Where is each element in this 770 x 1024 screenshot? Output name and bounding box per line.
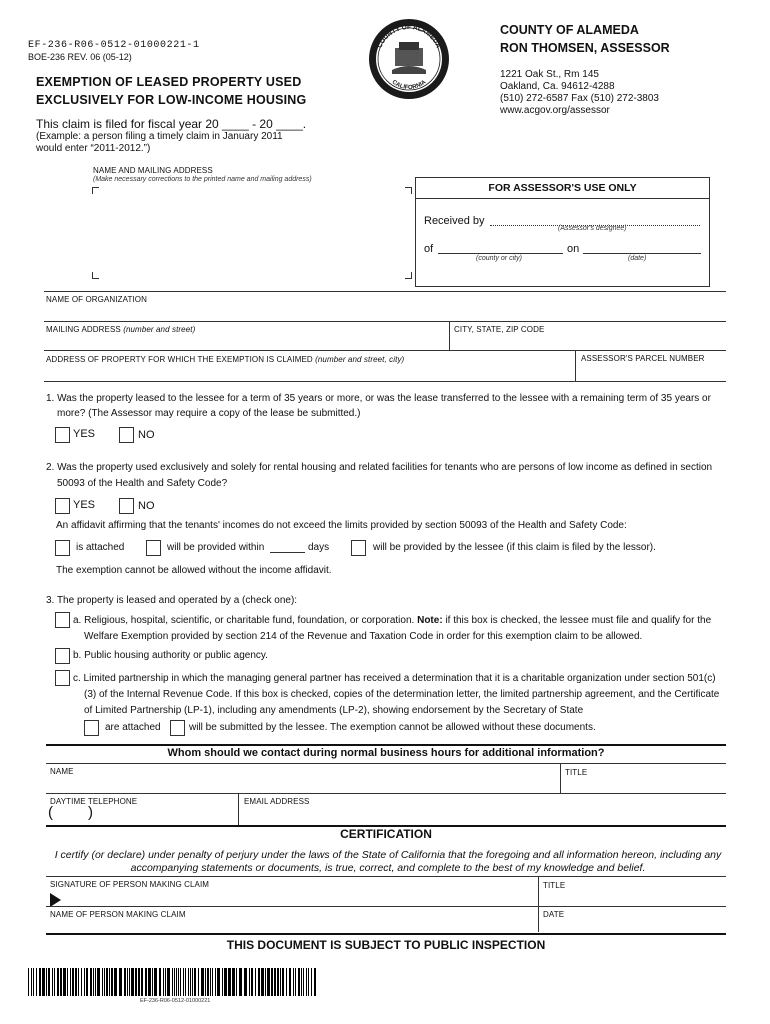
example-line2: would enter “2011-2012.”): [36, 143, 151, 154]
assessor-address2: Oakland, Ca. 94612-4288: [500, 81, 615, 92]
daytime-phone-label: DAYTIME TELEPHONE: [50, 797, 138, 806]
public-inspection-notice: THIS DOCUMENT IS SUBJECT TO PUBLIC INSPECTION: [226, 938, 546, 952]
q3-intro: 3. The property is leased and operated by a (check one):: [46, 595, 298, 606]
sign-here-arrow-icon: [50, 893, 61, 907]
designee-hint: (Assessor's designee): [558, 225, 627, 232]
example-line1: (Example: a person filing a timely claim in January 2011: [36, 131, 283, 142]
affidavit-attached-checkbox[interactable]: [55, 540, 70, 556]
county-city-field[interactable]: [438, 253, 563, 254]
mailing-address-label: MAILING ADDRESS (number and street): [46, 325, 196, 334]
q1-text-line1: 1. Was the property leased to the lessee for a term of 35 years or more, or was the lease transferred to the lessee with a remaining term of 35 years or: [46, 393, 711, 404]
email-label: EMAIL ADDRESS: [244, 797, 310, 806]
contact-name-label: NAME: [50, 767, 74, 776]
q3b-checkbox[interactable]: [55, 648, 70, 664]
q2-yes-checkbox[interactable]: [55, 498, 70, 514]
q2-affidavit-text: An affidavit affirming that the tenants' incomes do not exceed the limits provided by section 50093 of the Health and Safety Code:: [56, 520, 627, 531]
corner-mark-tr: [405, 187, 412, 194]
q3a-checkbox[interactable]: [55, 612, 70, 628]
mailing-sublabel: (Make necessary corrections to the printed name and mailing address): [93, 176, 312, 183]
q2-no-checkbox[interactable]: [119, 498, 134, 514]
parcel-number-input[interactable]: [581, 366, 724, 380]
of-label: of: [424, 243, 434, 255]
q1-yes-label: YES: [73, 428, 96, 440]
q3b-text: b. Public housing authority or public agency.: [73, 650, 268, 661]
q2-text-line1: 2. Was the property used exclusively and solely for rental housing and related facilities for tenants who are persons of low income as defined in section: [46, 462, 713, 473]
daytime-phone-input[interactable]: [100, 808, 230, 822]
svg-text:CALIFORNIA: CALIFORNIA: [390, 79, 428, 92]
assessor-name: RON THOMSEN, ASSESSOR: [500, 41, 670, 55]
sign-date-label: DATE: [543, 910, 565, 919]
affidavit-attached-label: is attached: [76, 542, 125, 553]
corner-mark-br: [405, 272, 412, 279]
q3c-text-line2: (3) of the Internal Revenue Code. If this box is checked, copies of the determination letter, the limited partnership agreement, and the Certificate: [84, 689, 720, 700]
documents-submitted-checkbox[interactable]: [170, 720, 185, 736]
assessor-box-title: FOR ASSESSOR'S USE ONLY: [488, 182, 637, 194]
signer-title-input[interactable]: [543, 891, 723, 905]
mailing-label: NAME AND MAILING ADDRESS: [93, 166, 213, 175]
q1-no-label: NO: [138, 429, 155, 441]
form-code: EF-236-R06-0512-01000221-1: [28, 40, 200, 51]
assessor-address1: 1221 Oak St., Rm 145: [500, 69, 599, 80]
contact-name-input[interactable]: [50, 777, 555, 791]
q3c-text-line1: c. Limited partnership in which the managing general partner has received a determination that it is a charitable organization under section 501(c): [73, 673, 716, 684]
q2-no-label: NO: [138, 500, 155, 512]
contact-heading: Whom should we contact during normal business hours for additional information?: [167, 747, 605, 759]
form-title-line2: EXCLUSIVELY FOR LOW-INCOME HOUSING: [36, 93, 307, 107]
form-revision: BOE-236 REV. 06 (05-12): [28, 52, 132, 62]
q1-no-checkbox[interactable]: [119, 427, 134, 443]
barcode-text: EF-236-R06-0512-01000221: [140, 998, 211, 1004]
received-by-label: Received by: [424, 215, 485, 227]
parcel-number-label: ASSESSOR'S PARCEL NUMBER: [581, 354, 705, 363]
phone-paren-close: ): [88, 804, 93, 821]
mailing-address-area[interactable]: [95, 190, 400, 275]
org-name-input[interactable]: [46, 305, 724, 320]
affidavit-within-checkbox[interactable]: [146, 540, 161, 556]
mailing-address-input[interactable]: [46, 335, 446, 349]
sign-date-input[interactable]: [543, 920, 723, 932]
documents-submitted-label: will be submitted by the lessee. The exemption cannot be allowed without these documents.: [189, 722, 596, 733]
days-label: days: [308, 542, 330, 553]
signer-name-label: NAME OF PERSON MAKING CLAIM: [50, 910, 186, 919]
q1-text-line2: more? (The Assessor may require a copy of the lease be submitted.): [57, 408, 361, 419]
phone-paren-open: (: [48, 804, 53, 821]
assessor-use-box: [415, 177, 710, 287]
signer-name-input[interactable]: [50, 920, 534, 932]
certification-text-line1: I certify (or declare) under penalty of perjury under the laws of the State of California that the foregoing and all information hereon, including any: [54, 849, 722, 861]
affidavit-lessee-label: will be provided by the lessee (if this claim is filed by the lessor).: [373, 542, 656, 553]
q3a-text-line2: Welfare Exemption provided by section 214 of the Revenue and Taxation Code in order for this exemption claim to be allowed.: [84, 631, 643, 642]
property-address-label: ADDRESS OF PROPERTY FOR WHICH THE EXEMPTION IS CLAIMED (number and street, city): [46, 355, 405, 364]
fiscal-year-line: This claim is filed for fiscal year 20 ____ - 20 ____.: [36, 117, 307, 131]
affidavit-lessee-checkbox[interactable]: [351, 540, 366, 556]
q2-yes-label: YES: [73, 499, 96, 511]
county-city-hint: (county or city): [476, 255, 522, 262]
assessor-phone: (510) 272-6587 Fax (510) 272-3803: [500, 93, 659, 104]
city-state-zip-label: CITY, STATE, ZIP CODE: [454, 325, 545, 334]
svg-text:COUNTY OF ALAMEDA: COUNTY OF ALAMEDA: [376, 23, 442, 50]
property-address-input[interactable]: [46, 366, 571, 380]
assessor-date-field[interactable]: [583, 253, 701, 254]
contact-title-input[interactable]: [565, 778, 723, 792]
barcode-image: [28, 968, 318, 996]
certification-text-line2: accompanying statements or documents, is true, correct, and complete to the best of my knowledge and belief.: [130, 862, 646, 874]
county-name: COUNTY OF ALAMEDA: [500, 23, 639, 37]
q2-text-line2: 50093 of the Health and Safety Code?: [57, 478, 228, 489]
org-name-label: NAME OF ORGANIZATION: [46, 295, 147, 304]
documents-attached-checkbox[interactable]: [84, 720, 99, 736]
signature-label: SIGNATURE OF PERSON MAKING CLAIM: [50, 880, 210, 889]
signature-input[interactable]: [66, 890, 534, 906]
assessor-website[interactable]: www.acgov.org/assessor: [500, 105, 610, 116]
q3a-text-line1: a. Religious, hospital, scientific, or charitable fund, foundation, or corporation. Note: if this box is checked, the lessee must file and qualify for the: [73, 615, 712, 626]
email-input[interactable]: [244, 808, 722, 822]
contact-title-label: TITLE: [565, 768, 588, 777]
county-seal-logo: [368, 18, 450, 100]
affidavit-within-label: will be provided within: [167, 542, 265, 553]
certification-heading: CERTIFICATION: [340, 827, 432, 841]
form-title-line1: EXEMPTION OF LEASED PROPERTY USED: [36, 75, 302, 89]
documents-attached-label: are attached: [105, 722, 161, 733]
signer-title-label: TITLE: [543, 881, 566, 890]
q3c-text-line3: of Limited Partnership (LP-1), including any amendments (LP-2), showing endorsement by the Secretary of State: [84, 705, 584, 716]
on-label: on: [567, 243, 580, 255]
q2-note: The exemption cannot be allowed without the income affidavit.: [56, 565, 332, 576]
days-input[interactable]: [270, 552, 305, 553]
city-state-zip-input[interactable]: [454, 335, 724, 349]
date-hint: (date): [628, 255, 647, 262]
q3c-checkbox[interactable]: [55, 670, 70, 686]
q1-yes-checkbox[interactable]: [55, 427, 70, 443]
